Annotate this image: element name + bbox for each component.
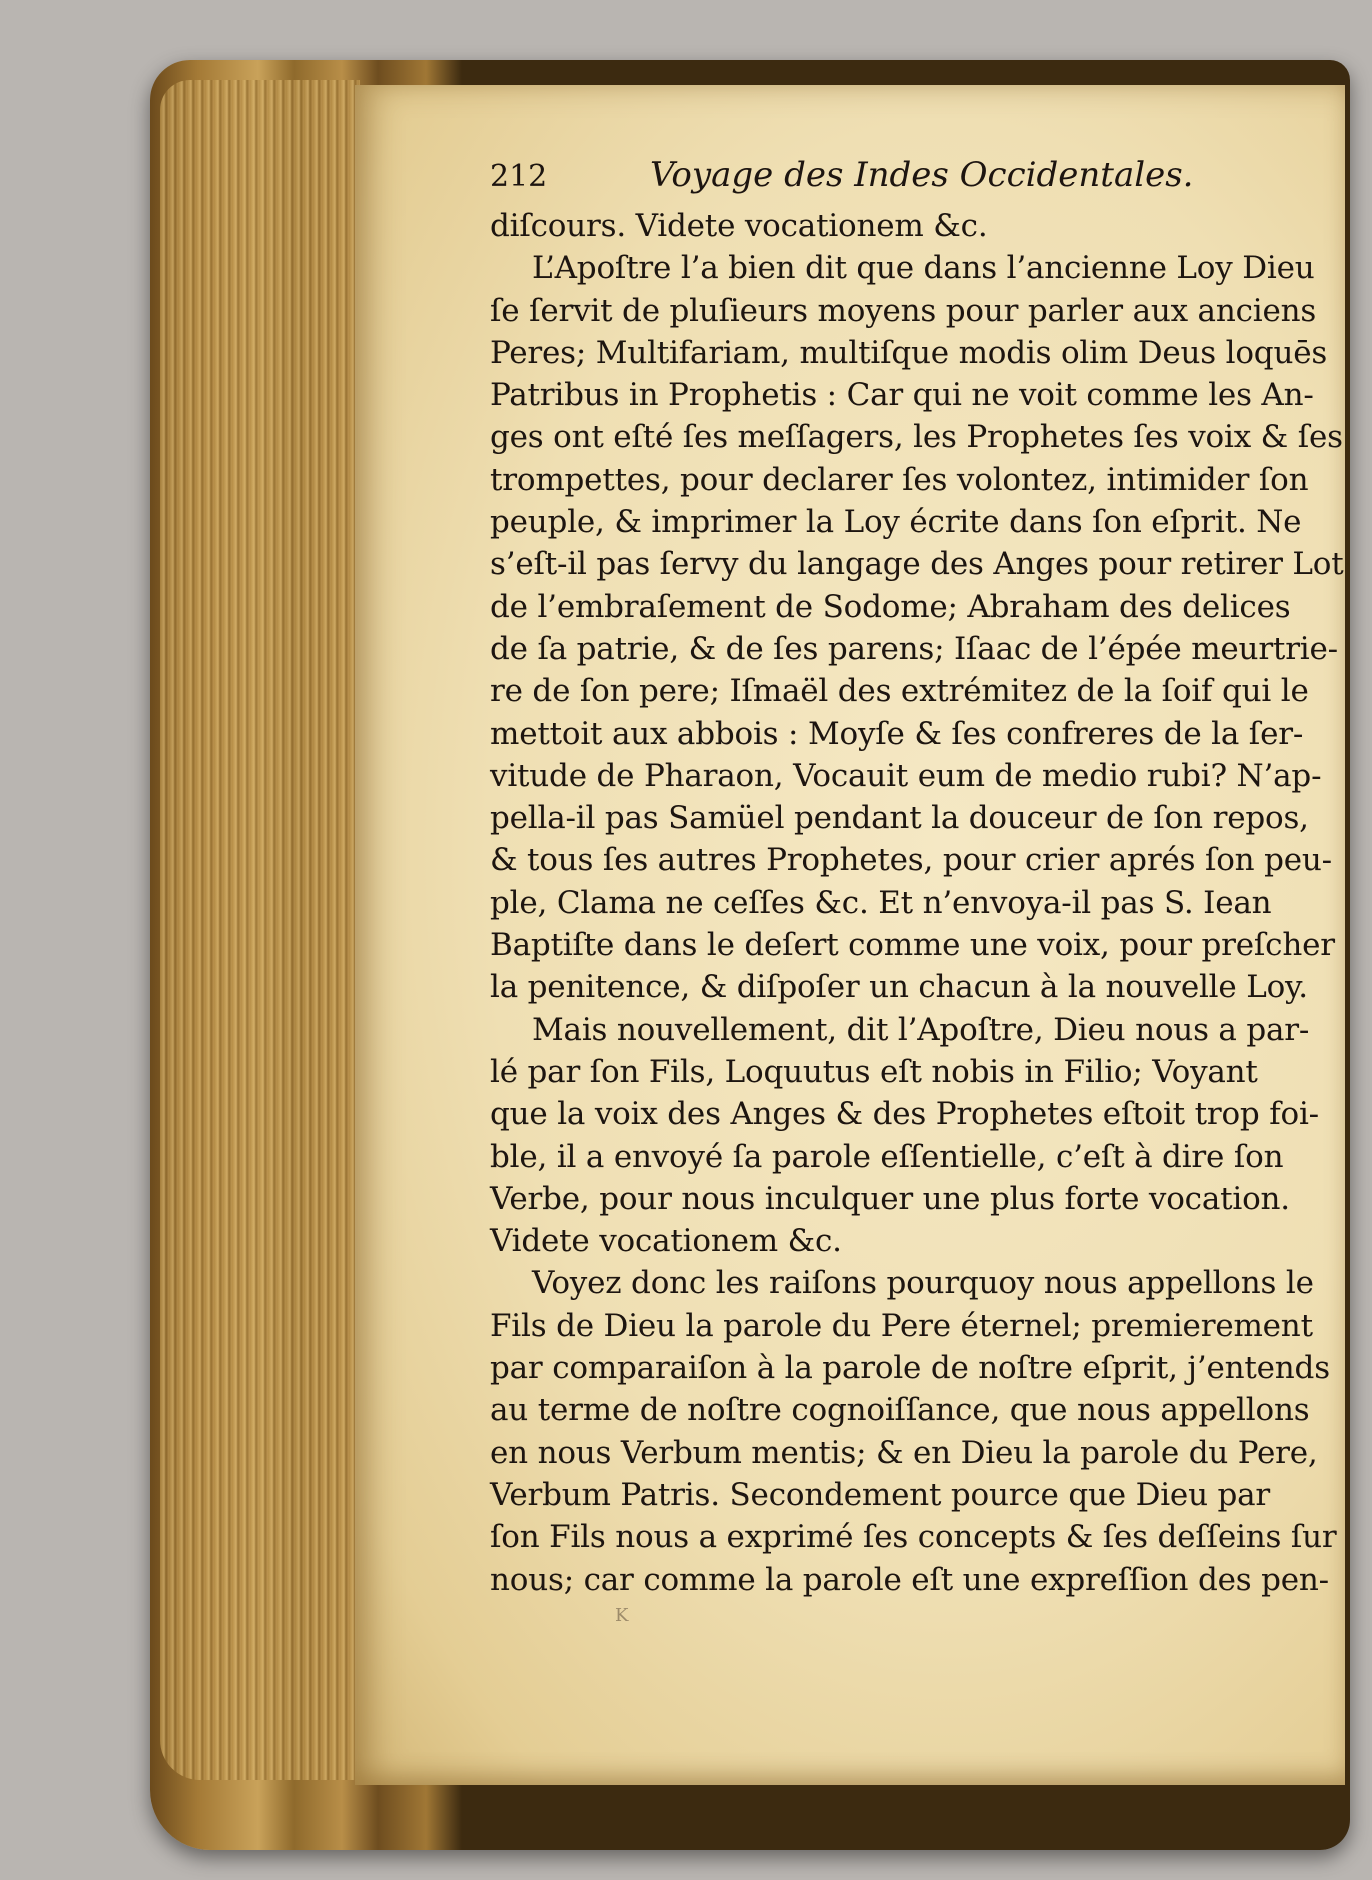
text-line: ple, Clama ne ceſſes &c. Et n’envoya-il pas S. Iean [490,884,1272,921]
text-line: Mais nouvellement, dit l’Apoſtre, Dieu nous a par- [532,1011,1310,1048]
text-line: Patribus in Prophetis : Car qui ne voit comme les An- [490,377,1314,414]
text-line: que la voix des Anges & des Prophetes eſtoit trop foi- [490,1096,1319,1133]
page-number: 212 [490,159,548,194]
text-line: L’Apoſtre l’a bien dit que dans l’ancienne Loy Dieu [532,250,1315,287]
text-line: pella-il pas Samüel pendant la douceur de ſon repos, [490,800,1309,837]
text-line: lé par ſon Fils, Loquutus eſt nobis in Filio; Voyant [490,1053,1258,1090]
text-line: de l’embraſement de Sodome; Abraham des delices [490,588,1291,625]
text-line: par comparaiſon à la parole de noſtre eſprit, j’entends [490,1350,1330,1387]
text-line: peuple, & imprimer la Loy écrite dans ſon eſprit. Ne [490,504,1302,541]
text-line: s’eſt-il pas ſervy du langage des Anges pour retirer Lot [490,546,1344,583]
text-line: diſcours. Videte vocationem &c. [490,208,988,244]
text-line: vitude de Pharaon, Vocauit eum de medio rubi? N’ap- [490,757,1322,794]
text-line: Verbum Patris. Secondement pource que Dieu par [490,1476,1271,1513]
text-line: re de ſon pere; Iſmaël des extrémitez de la ſoif qui le [490,673,1309,710]
text-line: en nous Verbum mentis; & en Dieu la parole du Pere, [490,1434,1318,1471]
text-line: ges ont eſté ſes meſſagers, les Prophetes ſes voix & ſes [490,419,1343,456]
body-text [490,205,1344,1601]
running-title: Voyage des Indes Occidentales. [650,155,1194,195]
text-line: Voyez donc les raiſons pourquoy nous appellons le [532,1265,1314,1302]
text-line: Videte vocationem &c. [490,1223,842,1260]
signature-mark: K [615,1605,629,1626]
text-line: ſe ſervit de pluſieurs moyens pour parler aux anciens [490,292,1317,329]
text-line: ſon Fils nous a exprimé ſes concepts & ſes deſſeins ſur [490,1519,1337,1556]
text-line: mettoit aux abbois : Moyſe & ſes confreres de la ſer- [490,715,1304,752]
text-line: trompettes, pour declarer ſes volontez, intimider ſon [490,461,1309,498]
page-edges [160,80,360,1780]
text-line: Verbe, pour nous inculquer une plus forte vocation. [490,1180,1290,1217]
page-header [490,155,1320,205]
text-line: Fils de Dieu la parole du Pere éternel; premierement [490,1307,1313,1344]
text-line: ble, il a envoyé ſa parole eſſentielle, c’eſt à dire ſon [490,1138,1284,1175]
text-line: au terme de noſtre cognoiſſance, que nous appellons [490,1392,1310,1429]
text-line: & tous ſes autres Prophetes, pour crier aprés ſon peu- [490,842,1332,879]
text-line: Baptiſte dans le deſert comme une voix, pour preſcher [490,927,1335,964]
page-content [490,155,1344,1601]
text-line: la penitence, & diſpoſer un chacun à la nouvelle Loy. [490,969,1308,1006]
text-line: nous; car comme la parole eſt une expreſſion des pen- [490,1561,1329,1598]
text-line: Peres; Multifariam, multiſque modis olim Deus loquēs [490,334,1328,371]
text-line: de ſa patrie, & de ſes parens; Iſaac de l’épée meurtrie- [490,630,1338,667]
